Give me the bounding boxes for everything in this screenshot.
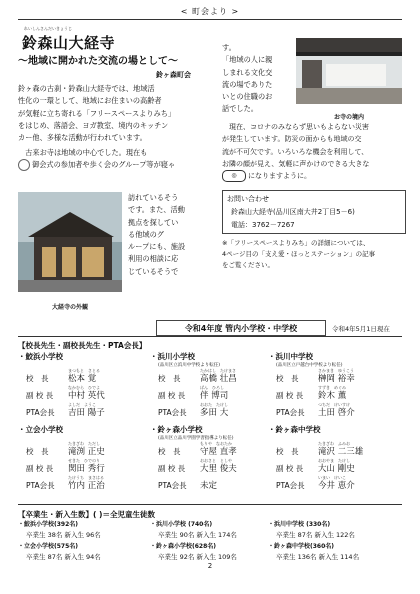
school-name: ・鮫浜小学校 xyxy=(18,352,63,361)
grad-count: 38名 xyxy=(47,531,63,539)
title-ruby: れいしんさんだいきょうじ xyxy=(24,26,72,31)
staff-name: 高橋 壮昌 xyxy=(200,374,237,384)
staff-row xyxy=(26,402,150,419)
contact-phone: 電話：3762－7267 xyxy=(231,221,295,229)
staff-name: 土田 啓介 xyxy=(318,408,355,418)
schools-title: 令和4年度 管内小学校・中学校 xyxy=(184,324,298,333)
staff-role: 副 校 長 xyxy=(276,464,304,473)
staff-role: 校 長 xyxy=(158,447,181,456)
new-count: 96名 xyxy=(86,531,101,539)
para-line: 訪れているそう xyxy=(128,193,179,202)
staff-role: PTA会長 xyxy=(26,481,55,490)
grad-label: 卒業生 xyxy=(158,531,178,539)
para-line: しまれる文化交 xyxy=(222,67,273,77)
contact-heading: お問い合わせ xyxy=(227,195,269,203)
para-line: ループにも、施設 xyxy=(128,242,186,252)
staff-furigana: つちだ けいすけ xyxy=(318,402,350,407)
school-name: ・浜川小学校 xyxy=(150,352,195,361)
article-para2-wrap xyxy=(128,192,218,278)
stat-item xyxy=(268,519,400,539)
stat-values xyxy=(26,530,150,539)
staff-furigana: まつもと さとる xyxy=(68,368,100,373)
new-count: 94名 xyxy=(86,553,101,561)
grad-label: 卒業生 xyxy=(158,553,178,561)
para-line: カー他、多様な活動が行われています。 xyxy=(18,133,147,143)
para-line: をはじめ、落語会、ヨガ教室、境内のキッチン xyxy=(18,120,169,130)
stat-values xyxy=(158,530,282,539)
para-line: 利用の相談に応 xyxy=(128,254,179,264)
note-line: ※「フリースペースよりみち」の詳細については、 xyxy=(222,239,370,247)
para-line-inline xyxy=(18,159,218,171)
staff-role: PTA会長 xyxy=(276,408,305,417)
article-title: 鈴森山大経寺 xyxy=(22,34,116,52)
staff-role: 校 長 xyxy=(26,374,49,383)
staff-row xyxy=(276,441,400,458)
grad-label: 卒業生 xyxy=(276,553,296,561)
stat-values xyxy=(26,552,150,561)
stat-values xyxy=(276,552,400,561)
staff-role: 副 校 長 xyxy=(26,391,54,400)
para-line: す。 xyxy=(222,43,236,52)
staff-role: 副 校 長 xyxy=(26,464,54,473)
article-right-top xyxy=(222,42,292,116)
note-line: をご覧ください。 xyxy=(222,261,274,269)
staff-role: 副 校 長 xyxy=(158,464,186,473)
staff-row xyxy=(26,441,150,458)
staff-role: 副 校 長 xyxy=(276,391,304,400)
para-inline-text: 御会式の参加者や歩く会のグループ等が寝ゃ xyxy=(32,160,176,170)
staff-role: 校 長 xyxy=(276,447,299,456)
article-para1 xyxy=(18,83,218,144)
new-label: 新入生 xyxy=(196,531,216,539)
staff-role: PTA会長 xyxy=(158,481,187,490)
para-line: 流の場でありた xyxy=(222,79,273,89)
para-line: お隣の顔が見え、気軽に声かけのできる大きな xyxy=(222,159,370,168)
new-count: 114名 xyxy=(340,553,360,561)
article-para2 xyxy=(18,147,218,172)
grad-label: 卒業生 xyxy=(26,531,46,539)
staff-furigana: すずき めぐみ xyxy=(318,385,347,390)
staff-row xyxy=(158,475,282,492)
stat-school: ・立会小学校(575名) xyxy=(18,543,79,550)
new-label: 新入生 xyxy=(64,553,84,561)
schools-title-box xyxy=(156,320,326,336)
article-subtitle: ～地域に開かれた交流の場として～ xyxy=(18,56,178,67)
para-line: が発生しています。防災の面からも地域の交 xyxy=(222,135,362,144)
new-label: 新入生 xyxy=(318,553,339,561)
school-card xyxy=(150,424,282,492)
staff-name: 大里 俊夫 xyxy=(200,464,237,474)
school-card xyxy=(268,424,400,492)
staff-row xyxy=(276,385,400,402)
staff-row xyxy=(276,402,400,419)
staff-name: 多田 大 xyxy=(200,408,229,418)
staff-row xyxy=(158,441,282,458)
staff-row xyxy=(26,458,150,475)
school-card xyxy=(150,351,282,419)
staff-furigana: たけうち まさはる xyxy=(68,475,104,480)
staff-role: 校 長 xyxy=(158,374,181,383)
stat-item xyxy=(18,541,150,561)
para-line: 性化の一環として、地域にお住まいの高齢者 xyxy=(18,96,162,106)
stat-item xyxy=(268,541,400,561)
para-line: 鈴ヶ森の古刹・鈴森山大経寺では、地域活 xyxy=(18,84,155,93)
staff-name: 大山 剛史 xyxy=(318,464,355,474)
temple-exterior-illustration xyxy=(18,192,122,292)
temple-grounds-photo xyxy=(296,38,402,104)
page-number: 2 xyxy=(207,562,213,570)
staff-role: 校 長 xyxy=(276,374,299,383)
article-right-para xyxy=(222,121,406,182)
staff-row xyxy=(276,475,400,492)
grad-count: 90名 xyxy=(179,531,195,539)
staff-role: 校 長 xyxy=(26,447,49,456)
staff-row xyxy=(276,368,400,385)
school-note: (品川区立戸越台中学校より転任) xyxy=(276,363,343,368)
staff-row xyxy=(158,368,282,385)
photo2-caption: お寺の境内 xyxy=(333,114,364,121)
staff-name: 榊岡 裕幸 xyxy=(318,374,355,384)
staff-furigana: たきざわ ただし xyxy=(68,441,100,446)
para-line: 流が不可欠です。いろいろな機会を利用して、 xyxy=(222,147,369,156)
note-line: 4ページ目の「支え愛・ほっとステーション」の記事 xyxy=(222,250,376,258)
staff-row xyxy=(26,475,150,492)
grad-count: 136名 xyxy=(297,553,317,561)
staff-furigana: たきざわ ふみお xyxy=(318,441,350,446)
stats-rule xyxy=(18,504,402,505)
grad-count: 87名 xyxy=(297,531,313,539)
school-card xyxy=(268,351,400,419)
staff-furigana: さかまき ゆうこう xyxy=(318,368,354,373)
new-count: 122名 xyxy=(336,531,355,539)
school-card xyxy=(18,424,150,492)
para-line: いとの住職のお xyxy=(222,92,273,102)
staff-row xyxy=(26,385,150,402)
staff-name: 守屋 直孝 xyxy=(200,447,237,457)
staff-row xyxy=(158,402,282,419)
stat-item xyxy=(150,519,282,539)
staff-name: 松本 覚 xyxy=(68,374,97,384)
staff-name: 未定 xyxy=(200,481,218,491)
grad-count: 92名 xyxy=(179,553,195,561)
ranking-badge-icon xyxy=(18,159,30,171)
school-card xyxy=(18,351,150,419)
stat-item xyxy=(18,519,150,539)
staff-name: 吉田 陽子 xyxy=(68,408,105,418)
staff-row xyxy=(158,385,282,402)
new-label: 新入生 xyxy=(196,553,216,561)
staff-furigana: ばん ひろし xyxy=(200,385,224,390)
staff-role: 副 校 長 xyxy=(158,391,186,400)
section-header: < 町会より > xyxy=(180,7,240,16)
stat-values xyxy=(276,530,400,539)
stat-values xyxy=(158,552,282,561)
contact-box xyxy=(222,190,406,234)
staff-furigana: おおやま たけし xyxy=(318,458,350,463)
grad-count: 87名 xyxy=(47,553,63,561)
staff-name: 伴 博司 xyxy=(200,391,229,401)
para-end-text: になりますように。 xyxy=(248,172,311,181)
schools-rule xyxy=(18,336,402,337)
staff-name: 今井 恵介 xyxy=(318,481,355,491)
para-line-end xyxy=(222,170,406,182)
article-author: 鈴ヶ森町会 xyxy=(156,71,191,79)
stat-school: ・鈴ヶ森中学校(360名) xyxy=(268,543,335,550)
school-name: ・鈴ヶ森小学校 xyxy=(150,425,203,434)
new-count: 174名 xyxy=(218,531,237,539)
photo1-caption: 大経寺の外観 xyxy=(51,304,88,311)
grad-label: 卒業生 xyxy=(276,531,296,539)
staff-name: 滝沢 二三雄 xyxy=(318,447,364,457)
staff-furigana: いまい けいこ xyxy=(318,475,346,480)
para-line: じているそうで xyxy=(128,266,179,276)
stat-school: ・鮫浜小学校(392名) xyxy=(18,521,79,528)
staff-name: 竹内 正治 xyxy=(68,481,105,491)
para-line: る他域のグ xyxy=(128,229,164,239)
staff-name: 中村 英代 xyxy=(68,391,105,401)
header-rule xyxy=(18,19,402,20)
para-line: 拠点を探してい xyxy=(128,217,179,227)
staff-role: PTA会長 xyxy=(276,481,305,490)
schools-list-heading: 【校長先生・副校長先生・PTA会長】 xyxy=(18,341,147,350)
schools-date: 令和4年5月1日現在 xyxy=(332,325,390,333)
staff-furigana: おおた たけし xyxy=(200,402,228,407)
stats-heading: 【卒業生・新入生数】( )＝全児童生徒数 xyxy=(18,510,155,519)
staff-row xyxy=(276,458,400,475)
staff-furigana: せきた ひでのり xyxy=(68,458,100,463)
grad-label: 卒業生 xyxy=(26,553,46,561)
temple-exterior-photo xyxy=(18,192,122,292)
stat-school: ・浜川中学校 (330名) xyxy=(268,521,331,528)
town-logo-icon: ◎ xyxy=(222,170,246,182)
staff-furigana: よしだ ようこ xyxy=(68,402,96,407)
school-name: ・立会小学校 xyxy=(18,425,63,434)
para-line: 話でした。 xyxy=(222,104,258,114)
para-line: が気軽に立ち寄れる「フリースペースよりみち」 xyxy=(18,108,176,118)
contact-address: 鈴森山大経寺(品川区南大井2丁目5－6) xyxy=(231,208,355,216)
para-line: 「地域の人に親 xyxy=(222,55,273,65)
new-count: 109名 xyxy=(218,553,237,561)
school-note: (品川区立浜川中学校より転任) xyxy=(158,363,221,368)
stat-school: ・鈴ヶ森小学校(628名) xyxy=(150,543,217,550)
staff-furigana: なかむら ひでよ xyxy=(68,385,100,390)
staff-role: PTA会長 xyxy=(26,408,55,417)
school-note: (品川区立品川学園学習指導より転任) xyxy=(158,436,234,441)
staff-furigana: おおさと としや xyxy=(200,458,232,463)
temple-grounds-illustration xyxy=(296,38,402,104)
school-name: ・浜川中学校 xyxy=(268,352,313,361)
school-name: ・鈴ヶ森中学校 xyxy=(268,425,321,434)
staff-furigana: たかはし たけまさ xyxy=(200,368,236,373)
stat-item xyxy=(150,541,282,561)
staff-name: 鈴木 薫 xyxy=(318,391,347,401)
staff-role: PTA会長 xyxy=(158,408,187,417)
new-label: 新入生 xyxy=(64,531,84,539)
para-line: 現在、コロナのみならず思いもよらない災害 xyxy=(222,123,369,131)
new-label: 新入生 xyxy=(314,531,334,539)
staff-row xyxy=(158,458,282,475)
staff-row xyxy=(26,368,150,385)
para-line: です。また、活動 xyxy=(128,205,185,215)
staff-name: 関田 秀行 xyxy=(68,464,105,474)
staff-name: 滝渕 正史 xyxy=(68,447,105,457)
stat-school: ・浜川小学校 (740名) xyxy=(150,521,213,528)
staff-furigana: もりや なおたか xyxy=(200,441,232,446)
para-line: 古来お寺は地域の中心でした。現在も xyxy=(18,148,148,157)
article-note xyxy=(222,238,406,271)
